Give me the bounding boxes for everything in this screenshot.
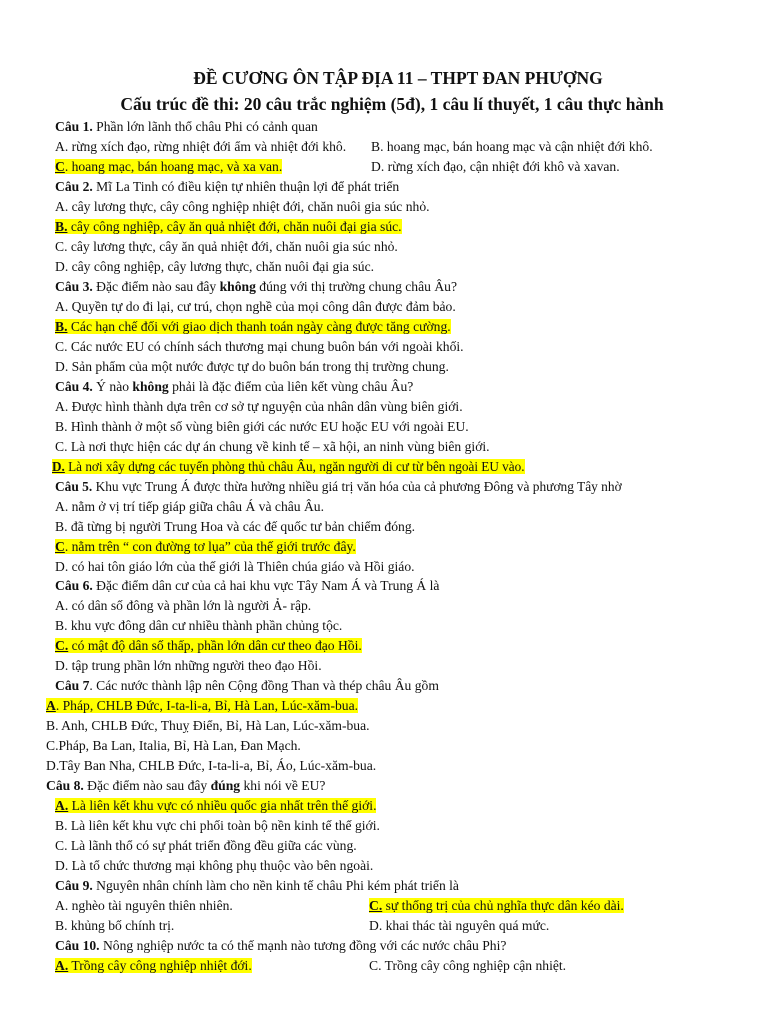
- question-number: Câu 1.: [55, 119, 93, 134]
- answer-b: B. đã từng bị người Trung Hoa và các đế quốc tư bản chiếm đóng.: [55, 519, 416, 534]
- answer-b: B. khủng bố chính trị.: [55, 918, 175, 933]
- answer-c: C. cây lương thực, cây ăn quả nhiệt đới, chăn nuôi gia súc nhỏ.: [55, 239, 398, 254]
- question-text: Nông nghiệp nước ta có thế mạnh nào tương đồng với các nước châu Phi?: [99, 938, 507, 953]
- question-number: Câu 9.: [55, 878, 93, 893]
- answer-a-correct: A. Là liên kết khu vực có nhiều quốc gia nhất trên thế giới.: [55, 798, 377, 813]
- question-2: [55, 177, 399, 197]
- answer-c-correct: C. hoang mạc, bán hoang mạc, và xa van.: [55, 159, 283, 174]
- question-text: . Các nước thành lập nên Cộng đồng Than và thép châu Âu gồm: [89, 678, 439, 693]
- question-text: Nguyên nhân chính làm cho nền kinh tế châu Phi kém phát triển là: [92, 878, 459, 893]
- answer-a: A. cây lương thực, cây công nghiệp nhiệt đới, chăn nuôi gia súc nhỏ.: [55, 199, 430, 214]
- answer-a-correct: A. Trồng cây công nghiệp nhiệt đới.: [55, 958, 252, 973]
- answer-c: C. Các nước EU có chính sách thương mại chung buôn bán với ngoài khối.: [55, 339, 464, 354]
- answer-b: B. khu vực đông dân cư nhiều thành phần chủng tộc.: [55, 618, 343, 633]
- answer-d: D. cây công nghiệp, cây lương thực, chăn nuôi đại gia súc.: [55, 259, 375, 274]
- answer-c: C.Pháp, Ba Lan, Italia, Bỉ, Hà Lan, Đan Mạch.: [46, 738, 301, 753]
- answer-b: B. Là liên kết khu vực chi phối toàn bộ nền kinh tế thế giới.: [55, 818, 380, 833]
- answer-a: A. nghèo tài nguyên thiên nhiên.: [55, 898, 233, 913]
- answer-d: D. Sản phẩm của một nước được tự do buôn bán trong thị trường chung.: [55, 359, 449, 374]
- answer-d: D.Tây Ban Nha, CHLB Đức, I-ta-li-a, Bỉ, Áo, Lúc-xăm-bua.: [46, 758, 377, 773]
- question-text: Đặc điểm dân cư của cả hai khu vực Tây Nam Á và Trung Á là: [92, 578, 440, 593]
- answer-d: D. có hai tôn giáo lớn của thế giới là Thiên chúa giáo và Hồi giáo.: [55, 559, 415, 574]
- question-number: Câu 6.: [55, 578, 93, 593]
- question-5: [55, 477, 622, 497]
- answer-c-correct: C. nằm trên “ con đường tơ lụa” của thế giới trước đây.: [55, 539, 356, 554]
- question-number: Câu 4.: [55, 379, 93, 394]
- question-4: Câu 4. Ý nào không phải là đặc điểm của liên kết vùng châu Âu?: [55, 379, 414, 394]
- answer-b: B. Hình thành ở một số vùng biên giới các nước EU hoặc EU với ngoài EU.: [55, 419, 469, 434]
- answer-d: D. rừng xích đạo, cận nhiệt đới khô và xavan.: [371, 159, 620, 174]
- answer-c: C. Là lãnh thổ có sự phát triển đồng đều giữa các vùng.: [55, 838, 357, 853]
- answer-a-correct: A. Pháp, CHLB Đức, I-ta-li-a, Bỉ, Hà Lan, Lúc-xăm-bua.: [46, 698, 359, 713]
- document-title: ĐỀ CƯƠNG ÔN TẬP ĐỊA 11 – THPT ĐAN PHƯỢNG: [193, 68, 603, 88]
- answer-d: D. Là tổ chức thương mại không phụ thuộc vào bên ngoài.: [55, 858, 374, 873]
- answer-c: C. Là nơi thực hiện các dự án chung về kinh tế – xã hội, an ninh vùng biên giới.: [55, 439, 490, 454]
- answer-b-correct: B. cây công nghiệp, cây ăn quả nhiệt đới, chăn nuôi đại gia súc.: [55, 219, 402, 234]
- question-number: Câu 7: [55, 678, 90, 693]
- question-9: [55, 876, 459, 896]
- question-1: [55, 117, 318, 137]
- answer-d: D. khai thác tài nguyên quá mức.: [369, 918, 550, 933]
- question-number: Câu 3.: [55, 279, 93, 294]
- question-6: [55, 576, 439, 596]
- answer-b-correct: B. Các hạn chế đối với giao dịch thanh toán ngày càng được tăng cường.: [55, 319, 451, 334]
- answer-a: A. nằm ở vị trí tiếp giáp giữa châu Á và châu Âu.: [55, 499, 324, 514]
- answer-d-correct: D. Là nơi xây dựng các tuyến phòng thủ châu Âu, ngăn người di cư từ bên ngoài EU vào.: [52, 459, 525, 474]
- answer-a: A. Được hình thành dựa trên cơ sở tự nguyện của nhân dân vùng biên giới.: [55, 399, 463, 414]
- answer-c-correct: C. sự thống trị của chủ nghĩa thực dân kéo dài.: [369, 898, 624, 913]
- question-number: Câu 8.: [46, 778, 84, 793]
- question-text: Mĩ La Tinh có điều kiện tự nhiên thuận lợi để phát triển: [92, 179, 400, 194]
- question-number: Câu 2.: [55, 179, 93, 194]
- question-3: Câu 3. Đặc điểm nào sau đây không đúng với thị trường chung châu Âu?: [55, 279, 457, 294]
- question-number: Câu 5.: [55, 479, 93, 494]
- question-8: Câu 8. Đặc điểm nào sau đây đúng khi nói về EU?: [46, 778, 326, 793]
- answer-d: D. tập trung phần lớn những người theo đạo Hồi.: [55, 658, 322, 673]
- answer-b: B. hoang mạc, bán hoang mạc và cận nhiệt đới khô.: [371, 139, 653, 154]
- question-text: Khu vực Trung Á được thừa hưởng nhiều giá trị văn hóa của cả phương Đông và phương Tây nhờ: [92, 479, 622, 494]
- question-number: Câu 10.: [55, 938, 100, 953]
- answer-c: C. Trồng cây công nghiệp cận nhiệt.: [369, 958, 567, 973]
- answer-b: B. Anh, CHLB Đức, Thuỵ Điển, Bỉ, Hà Lan, Lúc-xăm-bua.: [46, 718, 370, 733]
- document-subtitle: Cấu trúc đề thi: 20 câu trắc nghiệm (5đ), 1 câu lí thuyết, 1 câu thực hành: [120, 94, 664, 114]
- answer-a: A. Quyền tự do đi lại, cư trú, chọn nghề của mọi công dân được đảm bảo.: [55, 299, 456, 314]
- question-7: [55, 676, 439, 696]
- question-10: [55, 936, 506, 956]
- question-text: Phần lớn lãnh thổ châu Phi có cảnh quan: [92, 119, 318, 134]
- answer-c-correct: C. có mật độ dân số thấp, phần lớn dân cư theo đạo Hồi.: [55, 638, 362, 653]
- answer-a: A. có dân số đông và phần lớn là người Ả- rập.: [55, 598, 312, 613]
- answer-a: A. rừng xích đạo, rừng nhiệt đới ẩm và nhiệt đới khô.: [55, 139, 347, 154]
